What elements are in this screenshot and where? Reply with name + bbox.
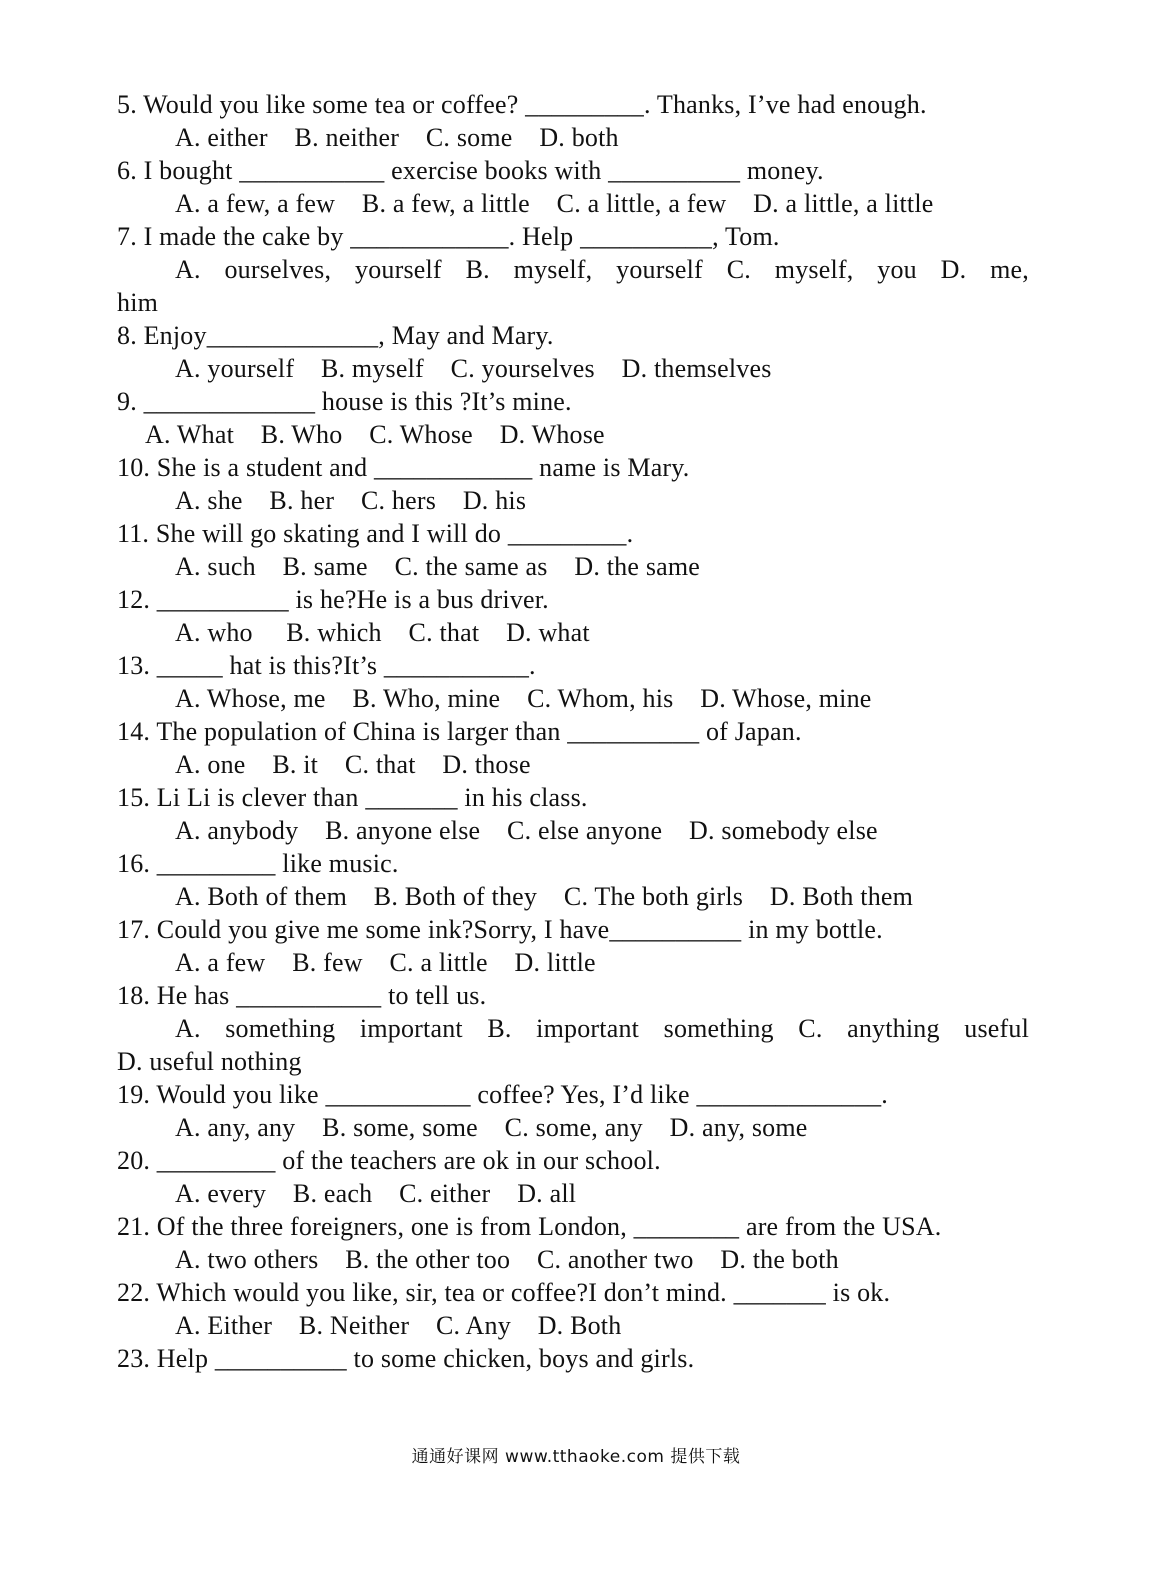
question-8: 8. Enjoy_____________, May and Mary.: [117, 321, 554, 350]
question-22: 22. Which would you like, sir, tea or coffee?I don’t mind. _______ is ok.: [117, 1278, 891, 1307]
options-12: A. who B. which C. that D. what: [175, 618, 590, 647]
question-20: 20. _________ of the teachers are ok in our school.: [117, 1146, 661, 1175]
options-14: A. one B. it C. that D. those: [175, 750, 531, 779]
question-5: 5. Would you like some tea or coffee? _________. Thanks, I’ve had enough.: [117, 90, 927, 119]
options-5: A. either B. neither C. some D. both: [175, 123, 619, 152]
question-6: 6. I bought ___________ exercise books with __________ money.: [117, 156, 824, 185]
options-11: A. such B. same C. the same as D. the same: [175, 552, 701, 581]
options-22: A. Either B. Neither C. Any D. Both: [175, 1311, 622, 1340]
question-17: 17. Could you give me some ink?Sorry, I have__________ in my bottle.: [117, 915, 883, 944]
question-list: [117, 88, 1029, 1375]
options-16: A. Both of them B. Both of they C. The both girls D. Both them: [175, 882, 914, 911]
question-7: 7. I made the cake by ____________. Help __________, Tom.: [117, 222, 780, 251]
question-11: 11. She will go skating and I will do _________.: [117, 519, 634, 548]
options-19: A. any, any B. some, some C. some, any D. any, some: [175, 1113, 808, 1142]
options-7: A. ourselves, yourself B. myself, yourself C. myself, you D. me,: [175, 255, 1029, 284]
question-23: 23. Help __________ to some chicken, boys and girls.: [117, 1344, 695, 1373]
options-20: A. every B. each C. either D. all: [175, 1179, 577, 1208]
question-12: 12. __________ is he?He is a bus driver.: [117, 585, 549, 614]
options-18: A. something important B. important something C. anything useful: [175, 1014, 1029, 1043]
question-13: 13. _____ hat is this?It’s ___________.: [117, 651, 536, 680]
options-17: A. a few B. few C. a little D. little: [175, 948, 596, 977]
options-18-continued: D. useful nothing: [117, 1047, 302, 1076]
question-15: 15. Li Li is clever than _______ in his class.: [117, 783, 588, 812]
question-21: 21. Of the three foreigners, one is from London, ________ are from the USA.: [117, 1212, 942, 1241]
options-21: A. two others B. the other too C. another two D. the both: [175, 1245, 839, 1274]
footer-source-note: 通通好课网 www.tthaoke.com 提供下载: [411, 1447, 741, 1467]
question-18: 18. He has ___________ to tell us.: [117, 981, 487, 1010]
options-6: A. a few, a few B. a few, a little C. a little, a few D. a little, a little: [175, 189, 934, 218]
options-13: A. Whose, me B. Who, mine C. Whom, his D. Whose, mine: [175, 684, 872, 713]
question-14: 14. The population of China is larger than __________ of Japan.: [117, 717, 802, 746]
question-9: 9. _____________ house is this ?It’s mine.: [117, 387, 572, 416]
question-10: 10. She is a student and ____________ name is Mary.: [117, 453, 690, 482]
options-7-continued: him: [117, 288, 159, 317]
options-10: A. she B. her C. hers D. his: [175, 486, 527, 515]
options-9: A. What B. Who C. Whose D. Whose: [145, 420, 605, 449]
question-16: 16. _________ like music.: [117, 849, 399, 878]
options-15: A. anybody B. anyone else C. else anyone D. somebody else: [175, 816, 878, 845]
options-8: A. yourself B. myself C. yourselves D. themselves: [175, 354, 772, 383]
question-19: 19. Would you like ___________ coffee? Yes, I’d like ______________.: [117, 1080, 888, 1109]
